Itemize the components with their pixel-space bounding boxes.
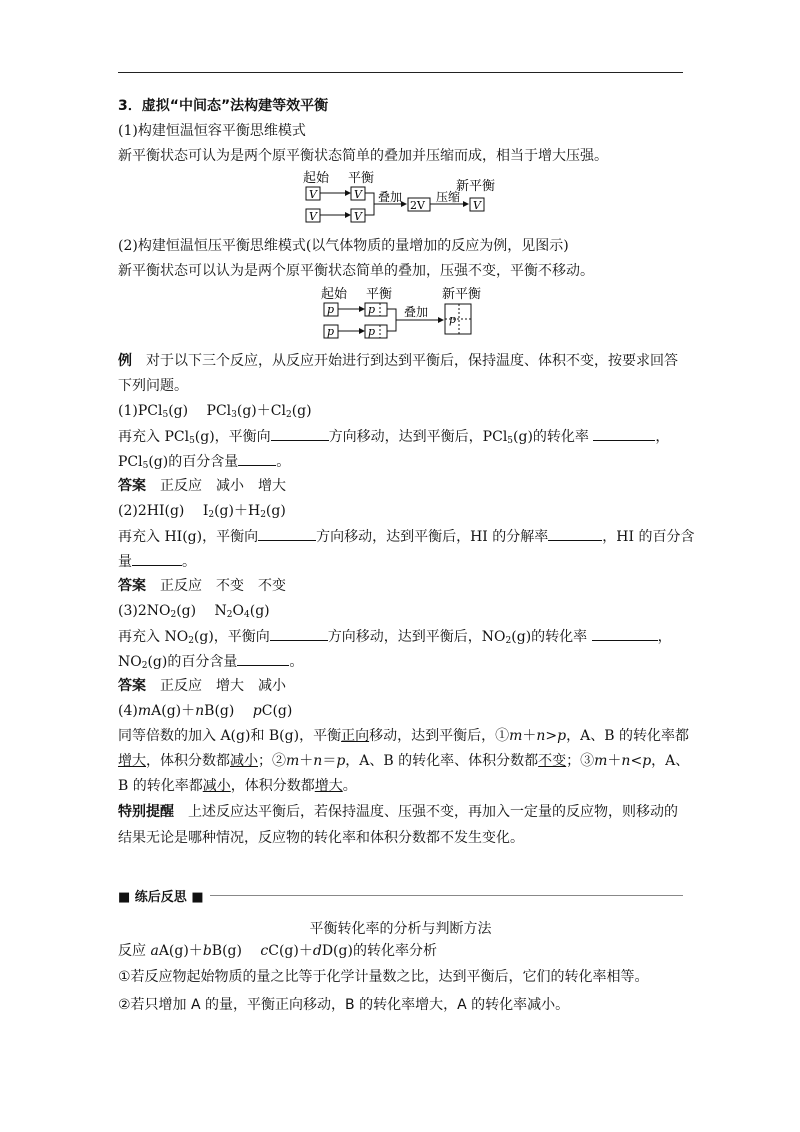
q2-line-2: 量 。 <box>118 554 196 570</box>
box-p-eq-top: p <box>368 303 376 316</box>
example-text-1: 对于以下三个反应，从反应开始进行到达到平衡后，保持温度、体积不变，按要求回答 <box>146 353 678 369</box>
blank-4[interactable] <box>258 527 316 541</box>
subheading-1: (1)构建恒温恒容平衡思维模式 <box>118 123 306 139</box>
label-compress: 压缩 <box>436 190 461 204</box>
section-label: ■ 练后反思 ■ <box>118 890 204 905</box>
q1-reaction: (1)PCl$_5$(g) $PCl_3(g)+Cl_2(g)$ <box>118 403 312 420</box>
q2-line-1: 再充入 HI(g)，平衡向 方向移动，达到平衡后，HI 的分解率 ，HI 的百分含 <box>118 529 695 545</box>
answer-label: 答案 <box>118 578 146 594</box>
subheading-2: (2)构建恒温恒压平衡思维模式(以气体物质的量增加的反应为例，见图示) <box>118 238 569 254</box>
q3-line-2: $NO_2(g)$的百分含量 。 <box>118 654 304 671</box>
constant-pressure-diagram <box>318 285 488 347</box>
blank-1[interactable] <box>271 427 329 441</box>
example-line-2: 下列问题。 <box>118 378 188 394</box>
box-v-eq-top: V <box>354 188 362 201</box>
section-heading: 3．虚拟“中间态”法构建等效平衡 <box>118 98 329 114</box>
label-eq: 平衡 <box>366 287 393 302</box>
method-title: 平衡转化率的分析与判断方法 <box>309 921 492 937</box>
q3-line-1: 再充入 $NO_2(g)$，平衡向 方向移动，达到平衡后，$NO_2(g)$的转化率 ， <box>118 629 672 646</box>
box-v-eq-bottom: V <box>354 210 362 223</box>
method-point-1: ①若反应物起始物质的量之比等于化学计量数之比，达到平衡后，它们的转化率相等。 <box>118 969 649 985</box>
q1-line-1: 再充入 PCl$_5$(g)，平衡向 方向移动，达到平衡后，PCl$_5$(g)的转化率 ， <box>118 429 670 446</box>
box-p-start-bottom: p <box>327 325 335 338</box>
subheading-1-desc: 新平衡状态可认为是两个原平衡状态简单的叠加并压缩而成，相当于增大压强。 <box>118 148 608 164</box>
box-p-start-top: p <box>327 303 335 316</box>
label-add: 叠加 <box>404 305 429 319</box>
label-start: 起始 <box>303 171 330 186</box>
label-neweq: 新平衡 <box>456 179 496 194</box>
blank-9[interactable] <box>237 652 289 666</box>
subheading-2-desc: 新平衡状态可以认为是两个原平衡状态简单的叠加，压强不变，平衡不移动。 <box>118 263 594 279</box>
example-line-1 <box>118 352 678 370</box>
box-p-new: p <box>449 313 457 326</box>
top-rule <box>118 72 683 73</box>
answer-text: 正反应 增大 减小 <box>160 678 286 694</box>
blank-7[interactable] <box>270 627 328 641</box>
box-2v: 2V <box>410 199 425 212</box>
label-start: 起始 <box>321 287 348 302</box>
box-p-eq-bottom: p <box>368 325 376 338</box>
box-v-start-top: V <box>309 188 317 201</box>
answer-label: 答案 <box>118 478 146 494</box>
section-rule <box>210 895 683 896</box>
box-v-start-bottom: V <box>309 210 317 223</box>
tip-label: 特别提醒 <box>118 804 174 820</box>
example-label: 例 <box>118 353 132 369</box>
method-reaction: 反应 aA(g)＋bB(g) cC(g)＋dD(g)的转化率分析 <box>118 943 437 959</box>
q1-line-2: PCl$_5$(g)的百分含量 。 <box>118 454 291 471</box>
section-header <box>118 886 683 904</box>
blank-3[interactable] <box>238 452 276 466</box>
label-neweq: 新平衡 <box>442 287 482 302</box>
box-v-new: V <box>473 199 481 212</box>
q2-reaction: (2)2HI(g) $I_2(g)+H_2(g)$ <box>118 503 286 520</box>
blank-6[interactable] <box>132 552 182 566</box>
label-add: 叠加 <box>378 190 403 204</box>
tip-text-1: 上述反应达平衡后，若保持温度、压强不变，再加入一定量的反应物，则移动的 <box>188 804 678 820</box>
answer-text: 正反应 减小 增大 <box>160 478 286 494</box>
label-eq: 平衡 <box>348 171 375 186</box>
constant-volume-diagram <box>298 168 508 230</box>
q4-line-2: 增大，体积分数都减小；②m＋n＝p，A、B 的转化率、体积分数都不变；③m＋n<p，A、 <box>118 753 690 769</box>
q3-answer <box>118 677 286 695</box>
q3-reaction: $(3)2NO_2(g)$ $N_2O_4(g)$ <box>118 603 270 620</box>
tip-line-1 <box>118 803 678 821</box>
tip-line-2: 结果无论是哪种情况，反应物的转化率和体积分数都不发生变化。 <box>118 830 524 846</box>
q4-line-1: 同等倍数的加入 A(g)和 B(g)，平衡正向移动，达到平衡后，①m＋n>p，A、B 的转化率都 <box>118 728 689 744</box>
answer-label: 答案 <box>118 678 146 694</box>
method-point-2: ②若只增加 A 的量，平衡正向移动，B 的转化率增大，A 的转化率减小。 <box>118 997 570 1013</box>
q2-answer <box>118 577 286 595</box>
q4-line-3: B 的转化率都减小，体积分数都增大。 <box>118 778 357 794</box>
q4-reaction: (4)mA(g)＋nB(g) pC(g) <box>118 703 293 719</box>
blank-5[interactable] <box>548 527 602 541</box>
blank-2[interactable] <box>593 427 655 441</box>
blank-8[interactable] <box>592 627 658 641</box>
answer-text: 正反应 不变 不变 <box>160 578 286 594</box>
q1-answer <box>118 477 286 495</box>
